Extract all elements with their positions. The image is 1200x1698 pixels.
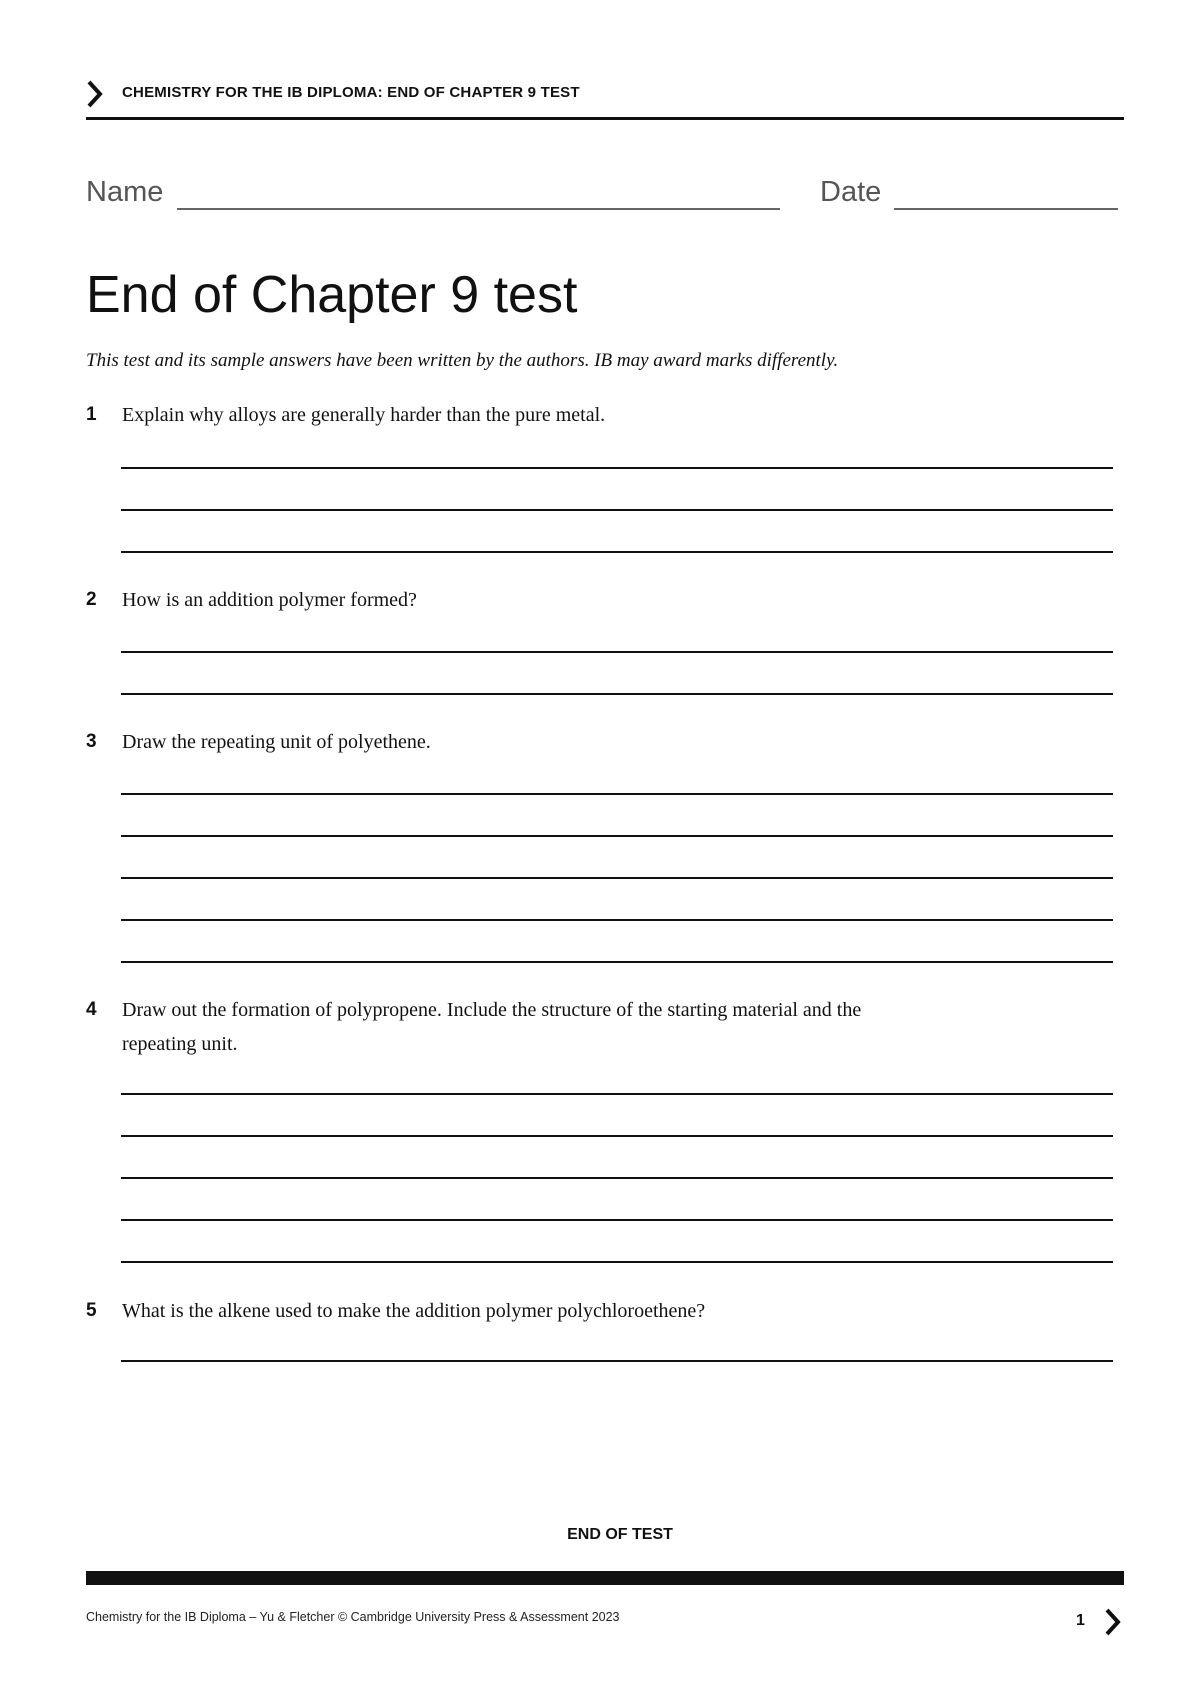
question-number: 3 [86, 731, 97, 752]
question-text-line-2: repeating unit. [122, 1033, 238, 1055]
date-label: Date [820, 176, 882, 208]
answer-line[interactable] [121, 919, 1113, 921]
end-of-test-label: END OF TEST [567, 1526, 673, 1543]
answer-line[interactable] [121, 1261, 1113, 1263]
chevron-right-icon [86, 80, 104, 108]
answer-line[interactable] [121, 1219, 1113, 1221]
question-number: 1 [86, 404, 97, 425]
running-header: CHEMISTRY FOR THE IB DIPLOMA: END OF CHAPTER 9 TEST [122, 84, 580, 101]
header-rule [86, 117, 1124, 120]
question-number: 2 [86, 589, 97, 610]
page-number: 1 [1076, 1612, 1085, 1629]
answer-line[interactable] [121, 961, 1113, 963]
answer-line[interactable] [121, 551, 1113, 553]
answer-line[interactable] [121, 651, 1113, 653]
subtitle: This test and its sample answers have been written by the authors. IB may award marks differently. [86, 350, 839, 371]
question-text: Draw the repeating unit of polyethene. [122, 731, 431, 753]
answer-line[interactable] [121, 1360, 1113, 1362]
answer-line[interactable] [121, 693, 1113, 695]
question-text-line-1: Draw out the formation of polypropene. Include the structure of the starting material and the [122, 999, 862, 1021]
answer-line[interactable] [121, 835, 1113, 837]
question-number: 5 [86, 1300, 97, 1321]
answer-line[interactable] [121, 1177, 1113, 1179]
question-text: What is the alkene used to make the addition polymer polychloroethene? [122, 1300, 706, 1322]
answer-line[interactable] [121, 1135, 1113, 1137]
answer-line[interactable] [121, 509, 1113, 511]
footer-bar [86, 1571, 1124, 1585]
answer-line[interactable] [121, 793, 1113, 795]
answer-line[interactable] [121, 467, 1113, 469]
date-field[interactable] [894, 208, 1118, 210]
copyright-text: Chemistry for the IB Diploma – Yu & Fletcher © Cambridge University Press & Assessment 2023 [86, 1610, 620, 1624]
page-title: End of Chapter 9 test [86, 266, 578, 324]
question-text: How is an addition polymer formed? [122, 589, 417, 611]
answer-line[interactable] [121, 877, 1113, 879]
answer-line[interactable] [121, 1093, 1113, 1095]
question-number: 4 [86, 999, 97, 1020]
name-label: Name [86, 176, 164, 208]
name-field[interactable] [177, 208, 780, 210]
question-text: Explain why alloys are generally harder than the pure metal. [122, 404, 606, 426]
chevron-right-icon[interactable] [1104, 1608, 1122, 1636]
